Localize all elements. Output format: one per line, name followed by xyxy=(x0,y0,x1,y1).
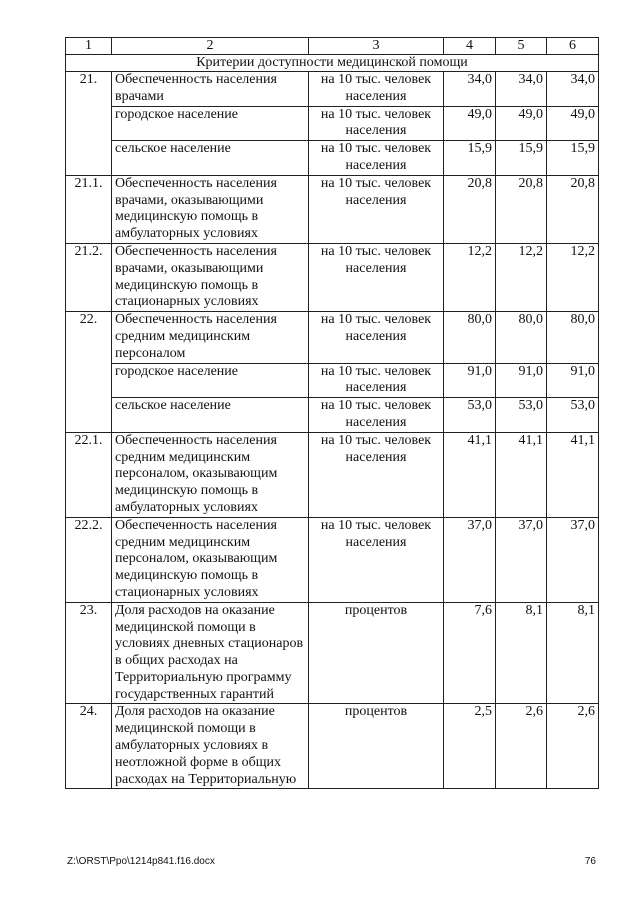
value-col-6: 53,0 xyxy=(547,398,599,433)
indicator-name: Обеспеченность населения средним медицинским персоналом xyxy=(112,312,309,363)
table-row xyxy=(66,398,599,433)
indicator-name: Обеспеченность населения врачами, оказывающими медицинскую помощь в амбулаторных условиях xyxy=(112,175,309,243)
table-row xyxy=(66,432,599,517)
row-number: 22.2. xyxy=(66,517,112,602)
value-col-4: 91,0 xyxy=(444,363,496,398)
value-col-6: 20,8 xyxy=(547,175,599,243)
unit: на 10 тыс. человек населения xyxy=(309,72,444,107)
value-col-5: 34,0 xyxy=(496,72,547,107)
value-col-5: 80,0 xyxy=(496,312,547,363)
indicator-name: Обеспеченность населения средним медицинским персоналом, оказывающим медицинскую помощь в амбулаторных условиях xyxy=(112,432,309,517)
value-col-6: 12,2 xyxy=(547,243,599,311)
value-col-6: 34,0 xyxy=(547,72,599,107)
indicator-name: городское население xyxy=(112,363,309,398)
value-col-4: 49,0 xyxy=(444,106,496,141)
value-col-6: 37,0 xyxy=(547,517,599,602)
value-col-6: 2,6 xyxy=(547,704,599,789)
row-number: 21. xyxy=(66,72,112,176)
column-number-row xyxy=(66,38,599,55)
unit: на 10 тыс. человек населения xyxy=(309,243,444,311)
unit: на 10 тыс. человек населения xyxy=(309,141,444,176)
value-col-5: 37,0 xyxy=(496,517,547,602)
row-number: 23. xyxy=(66,602,112,704)
value-col-4: 80,0 xyxy=(444,312,496,363)
value-col-6: 80,0 xyxy=(547,312,599,363)
value-col-6: 41,1 xyxy=(547,432,599,517)
indicator-name: Доля расходов на оказание медицинской помощи в условиях дневных стационаров в общих расходах на Территориальную программу государственных гарантий xyxy=(112,602,309,704)
row-number: 21.1. xyxy=(66,175,112,243)
value-col-4: 12,2 xyxy=(444,243,496,311)
section-title: Критерии доступности медицинской помощи xyxy=(66,55,599,72)
value-col-6: 91,0 xyxy=(547,363,599,398)
value-col-4: 20,8 xyxy=(444,175,496,243)
indicator-name: Доля расходов на оказание медицинской помощи в амбулаторных условиях в неотложной форме в общих расходах на Территориальную xyxy=(112,704,309,789)
value-col-5: 91,0 xyxy=(496,363,547,398)
col-header-5: 5 xyxy=(496,38,547,55)
value-col-4: 41,1 xyxy=(444,432,496,517)
indicator-name: Обеспеченность населения врачами xyxy=(112,72,309,107)
unit: на 10 тыс. человек населения xyxy=(309,106,444,141)
unit: процентов xyxy=(309,704,444,789)
table-row xyxy=(66,141,599,176)
unit: на 10 тыс. человек населения xyxy=(309,363,444,398)
value-col-5: 53,0 xyxy=(496,398,547,433)
table-row xyxy=(66,243,599,311)
value-col-4: 53,0 xyxy=(444,398,496,433)
value-col-5: 41,1 xyxy=(496,432,547,517)
value-col-5: 2,6 xyxy=(496,704,547,789)
footer-page-number: 76 xyxy=(584,856,596,867)
row-number: 21.2. xyxy=(66,243,112,311)
table-row xyxy=(66,312,599,363)
value-col-6: 8,1 xyxy=(547,602,599,704)
table-row xyxy=(66,106,599,141)
value-col-5: 20,8 xyxy=(496,175,547,243)
value-col-5: 8,1 xyxy=(496,602,547,704)
unit: на 10 тыс. человек населения xyxy=(309,312,444,363)
indicator-name: сельское население xyxy=(112,398,309,433)
table-row xyxy=(66,704,599,789)
indicator-name: сельское население xyxy=(112,141,309,176)
row-number: 22. xyxy=(66,312,112,433)
col-header-2: 2 xyxy=(112,38,309,55)
col-header-6: 6 xyxy=(547,38,599,55)
value-col-6: 49,0 xyxy=(547,106,599,141)
footer-file-path: Z:\ORST\Ppo\1214p841.f16.docx xyxy=(67,856,215,867)
section-title-row xyxy=(66,55,599,72)
value-col-4: 34,0 xyxy=(444,72,496,107)
row-number: 24. xyxy=(66,704,112,789)
value-col-4: 15,9 xyxy=(444,141,496,176)
table-row xyxy=(66,363,599,398)
unit: процентов xyxy=(309,602,444,704)
value-col-4: 7,6 xyxy=(444,602,496,704)
unit: на 10 тыс. человек населения xyxy=(309,175,444,243)
table-row xyxy=(66,517,599,602)
table-row xyxy=(66,175,599,243)
criteria-table xyxy=(65,37,599,789)
value-col-5: 15,9 xyxy=(496,141,547,176)
indicator-name: городское население xyxy=(112,106,309,141)
value-col-5: 49,0 xyxy=(496,106,547,141)
unit: на 10 тыс. человек населения xyxy=(309,398,444,433)
col-header-3: 3 xyxy=(309,38,444,55)
indicator-name: Обеспеченность населения врачами, оказывающими медицинскую помощь в стационарных условиях xyxy=(112,243,309,311)
value-col-6: 15,9 xyxy=(547,141,599,176)
row-number: 22.1. xyxy=(66,432,112,517)
unit: на 10 тыс. человек населения xyxy=(309,517,444,602)
unit: на 10 тыс. человек населения xyxy=(309,432,444,517)
indicator-name: Обеспеченность населения средним медицинским персоналом, оказывающим медицинскую помощь в стационарных условиях xyxy=(112,517,309,602)
value-col-4: 2,5 xyxy=(444,704,496,789)
table-row xyxy=(66,72,599,107)
col-header-1: 1 xyxy=(66,38,112,55)
table-row xyxy=(66,602,599,704)
col-header-4: 4 xyxy=(444,38,496,55)
value-col-5: 12,2 xyxy=(496,243,547,311)
value-col-4: 37,0 xyxy=(444,517,496,602)
